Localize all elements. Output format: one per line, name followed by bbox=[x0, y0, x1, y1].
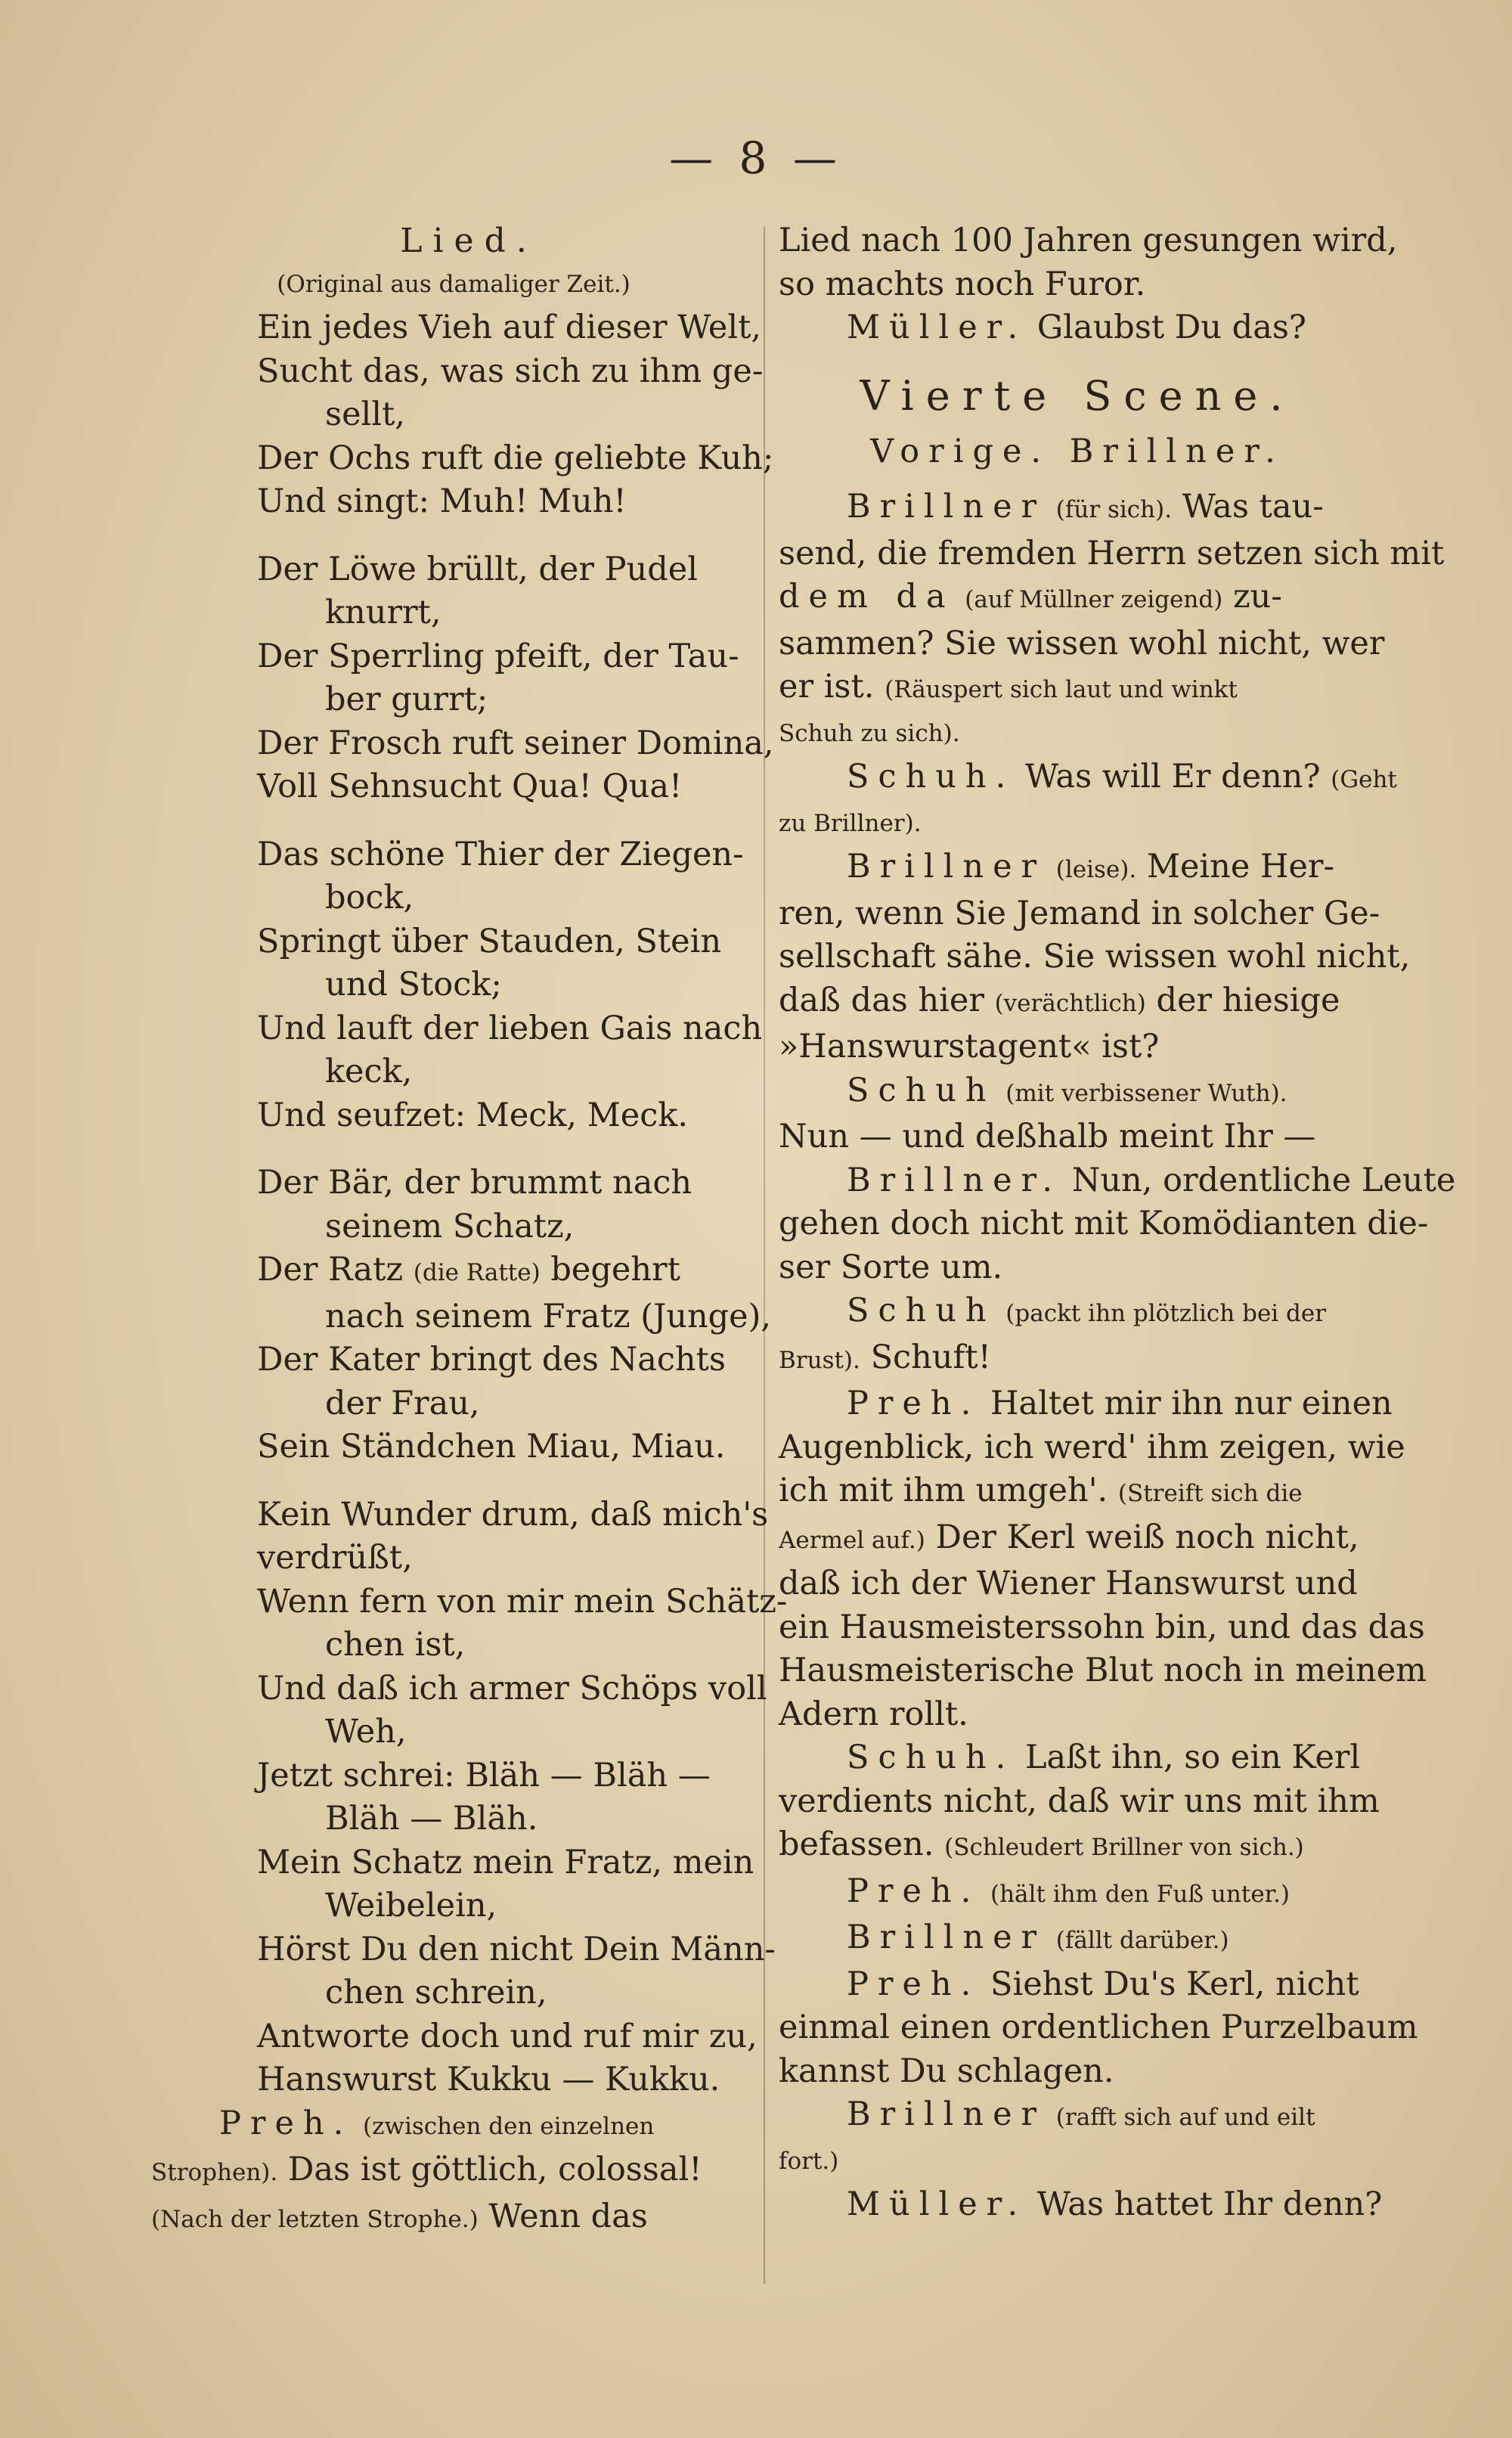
verse-line: Mein Schatz mein Fratz, mein bbox=[257, 1843, 754, 1881]
text-line: ren, wenn Sie Jemand in solcher Ge- bbox=[779, 894, 1380, 932]
stage-line bbox=[779, 1736, 1376, 1780]
speech: ich mit ihm umgeh'. bbox=[779, 1472, 1108, 1509]
verse-line: Der Ochs ruft die geliebte Kuh; bbox=[257, 439, 774, 477]
speech: er ist. bbox=[779, 668, 875, 706]
verse-line: chen schrein, bbox=[325, 1974, 547, 2012]
verse-line: Jetzt schrei: Bläh — Bläh — bbox=[257, 1756, 711, 1794]
verse-line: Ein jedes Vieh auf dieser Welt, bbox=[257, 309, 762, 346]
stage-line bbox=[779, 1516, 1376, 1563]
left-column bbox=[151, 219, 788, 2241]
verse-line: Sucht das, was sich zu ihm ge- bbox=[257, 352, 764, 390]
verse-text: begehrt bbox=[550, 1251, 680, 1289]
stage-direction: (hält ihm den Fuß unter.) bbox=[990, 1880, 1290, 1908]
stage-direction: (Räuspert sich laut und winkt bbox=[885, 676, 1238, 703]
speaker: Brillner bbox=[847, 1918, 1046, 1956]
stage-direction: Schuh zu sich). bbox=[779, 719, 960, 747]
song-subtitle: (Original aus damaliger Zeit.) bbox=[277, 270, 631, 298]
speech: Wenn das bbox=[488, 2197, 648, 2235]
speaker: Preh. bbox=[847, 1385, 981, 1422]
stanza-1 bbox=[151, 306, 774, 524]
verse-line: Der Bär, der brummt nach bbox=[257, 1164, 692, 1202]
speech: befassen. bbox=[779, 1825, 934, 1863]
stage-line bbox=[779, 575, 1376, 622]
speech: Was hattet Ihr denn? bbox=[1036, 2185, 1383, 2223]
stage-line bbox=[779, 665, 1376, 712]
speaker: Brillner bbox=[847, 848, 1046, 886]
scene-title: Vierte Scene. bbox=[860, 371, 1295, 420]
verse-line: Der Kater bringt des Nachts bbox=[257, 1341, 726, 1379]
text-line: daß ich der Wiener Hanswurst und bbox=[779, 1565, 1358, 1602]
stage-line bbox=[151, 2148, 756, 2195]
speaker: Schuh. bbox=[847, 1739, 1015, 1776]
verse-line: Antworte doch und ruf mir zu, bbox=[257, 2017, 758, 2055]
stage-line bbox=[779, 1823, 1376, 1870]
verse-line: Der Löwe brüllt, der Pudel bbox=[257, 550, 698, 588]
stage-direction: (leise). bbox=[1055, 856, 1137, 883]
speaker: Schuh. bbox=[847, 758, 1015, 796]
text-line: Augenblick, ich werd' ihm zeigen, wie bbox=[779, 1428, 1405, 1466]
speech: der hiesige bbox=[1156, 981, 1340, 1019]
verse-line: seinem Schatz, bbox=[325, 1207, 575, 1245]
gloss: (die Ratte) bbox=[413, 1259, 541, 1286]
text-line: kannst Du schlagen. bbox=[779, 2052, 1114, 2090]
speech: Der Kerl weiß noch nicht, bbox=[935, 1518, 1359, 1556]
speech: Glaubst Du das? bbox=[1036, 309, 1306, 346]
verse-line: knurrt, bbox=[325, 594, 442, 631]
column-divider bbox=[764, 227, 765, 2284]
speaker: Preh. bbox=[847, 1872, 981, 1910]
text-line: sellschaft sähe. Sie wissen wohl nicht, bbox=[779, 938, 1411, 976]
verse-line: Weibelein, bbox=[325, 1887, 497, 1925]
verse-line: keck, bbox=[325, 1053, 413, 1090]
verse-line: Springt über Stauden, Stein bbox=[257, 922, 722, 960]
stage-line bbox=[779, 979, 1376, 1026]
verse-line: Und seufzet: Meck, Meck. bbox=[257, 1096, 689, 1134]
stanza-4 bbox=[151, 1162, 772, 1469]
stage-line bbox=[151, 2102, 756, 2149]
speech: Meine Her- bbox=[1146, 848, 1335, 886]
stage-line bbox=[779, 1963, 1376, 2007]
text-line: einmal einen ordentlichen Purzelbaum bbox=[779, 2008, 1418, 2046]
stage-line bbox=[779, 845, 1376, 892]
verse-line: Voll Sehnsucht Qua! Qua! bbox=[257, 768, 683, 805]
stage-direction: (packt ihn plötzlich bei der bbox=[1005, 1300, 1327, 1327]
stage-direction: (Schleudert Brillner von sich.) bbox=[944, 1834, 1304, 1861]
stage-direction: (auf Müllner zeigend) bbox=[965, 586, 1223, 613]
stage-direction: (für sich). bbox=[1055, 496, 1173, 523]
text-line: »Hanswurstagent« ist? bbox=[779, 1028, 1160, 1065]
speech: daß das hier bbox=[779, 981, 984, 1019]
text-line: gehen doch nicht mit Komödianten die- bbox=[779, 1205, 1429, 1242]
stage-direction: (fällt darüber.) bbox=[1055, 1927, 1229, 1954]
right-column bbox=[779, 219, 1456, 2227]
verse-line: und Stock; bbox=[325, 966, 502, 1003]
verse-line: Das schöne Thier der Ziegen- bbox=[257, 835, 744, 873]
speaker: Preh. bbox=[219, 2104, 353, 2142]
stage-line bbox=[779, 2093, 1376, 2140]
stage-line bbox=[779, 306, 1376, 350]
speaker: Brillner bbox=[847, 2095, 1046, 2133]
verse-line: der Frau, bbox=[325, 1384, 480, 1422]
song-title: Lied. bbox=[400, 222, 538, 260]
speech: Das ist göttlich, colossal! bbox=[287, 2151, 702, 2188]
stage-direction: (verächtlich) bbox=[994, 989, 1146, 1017]
speaker: Schuh bbox=[847, 1292, 996, 1329]
verse-line: Wenn fern von mir mein Schätz- bbox=[257, 1582, 788, 1621]
stage-line bbox=[779, 755, 1397, 802]
stanza-5 bbox=[151, 1494, 788, 2102]
speech: Was will Er denn? bbox=[1024, 758, 1321, 796]
stage-line bbox=[779, 1870, 1376, 1917]
speech: Siehst Du's Kerl, nicht bbox=[990, 1965, 1359, 2003]
speaker: Müller. bbox=[847, 309, 1027, 346]
verse-line: Hanswurst Kukku — Kukku. bbox=[257, 2061, 720, 2098]
verse-line: Hörst Du den nicht Dein Männ- bbox=[257, 1930, 776, 1968]
text-line: Hausmeisterische Blut noch in meinem bbox=[779, 1652, 1427, 1689]
stage-line bbox=[779, 1469, 1376, 1516]
verse-line: Der Sperrling pfeift, der Tau- bbox=[257, 637, 739, 675]
verse-line: Weh, bbox=[325, 1713, 407, 1751]
verse-line: Und lauft der lieben Gais nach bbox=[257, 1009, 763, 1047]
text-line: Nun — und deßhalb meint Ihr — bbox=[779, 1118, 1316, 1155]
verse-line bbox=[151, 1248, 756, 1295]
verse-line: nach seinem Fratz (Junge), bbox=[325, 1297, 772, 1335]
verse-line: Und singt: Muh! Muh! bbox=[257, 482, 627, 520]
verse-text: Der Ratz bbox=[257, 1251, 404, 1289]
stage-direction: (Streift sich die bbox=[1117, 1480, 1303, 1507]
stage-line bbox=[779, 485, 1376, 532]
text-line: so machts noch Furor. bbox=[779, 265, 1146, 303]
verse-line: Der Frosch ruft seiner Domina, bbox=[257, 724, 774, 762]
verse-line: Und daß ich armer Schöps voll bbox=[257, 1669, 767, 1708]
verse-line: Sein Ständchen Miau, Miau. bbox=[257, 1428, 726, 1466]
speech: Haltet mir ihn nur einen bbox=[990, 1385, 1393, 1422]
stage-line bbox=[151, 2195, 756, 2242]
verse-line: sellt, bbox=[325, 395, 405, 433]
stage-direction: (zwischen den einzelnen bbox=[362, 2112, 655, 2140]
verse-line: ber gurrt; bbox=[325, 681, 488, 718]
text-line: verdients nicht, daß wir uns mit ihm bbox=[779, 1782, 1380, 1820]
text-line: ein Hausmeisterssohn bin, und das das bbox=[779, 1608, 1425, 1646]
speaker: Müller. bbox=[847, 2185, 1027, 2223]
speech: Laßt ihn, so ein Kerl bbox=[1024, 1739, 1361, 1776]
stage-direction: Strophen). bbox=[151, 2159, 278, 2186]
stage-direction: (Nach der letzten Strophe.) bbox=[151, 2205, 479, 2233]
text-line: sammen? Sie wissen wohl nicht, wer bbox=[779, 624, 1385, 662]
verse-line: Bläh — Bläh. bbox=[325, 1800, 538, 1838]
text-line: Adern rollt. bbox=[779, 1695, 968, 1733]
verse-line: verdrüßt, bbox=[257, 1539, 413, 1577]
stage-line bbox=[779, 1916, 1376, 1963]
stage-line bbox=[779, 1159, 1456, 1203]
speech: dem da bbox=[779, 578, 955, 616]
speaker: Preh. bbox=[847, 1965, 981, 2003]
speech: Was tau- bbox=[1182, 488, 1324, 526]
scene-cast: Vorige. Brillner. bbox=[870, 432, 1284, 470]
stanza-2 bbox=[151, 548, 774, 809]
text-line: ser Sorte um. bbox=[779, 1248, 1003, 1286]
verse-line: bock, bbox=[325, 879, 414, 917]
stage-line bbox=[779, 1069, 1376, 1116]
stage-direction: Aermel auf.) bbox=[779, 1526, 925, 1554]
speaker: Brillner. bbox=[847, 1161, 1062, 1199]
stage-direction: Brust). bbox=[779, 1346, 860, 1374]
speaker: Brillner bbox=[847, 488, 1046, 526]
verse-line: Kein Wunder drum, daß mich's bbox=[257, 1495, 769, 1534]
stanza-3 bbox=[151, 833, 763, 1138]
stage-line bbox=[779, 1382, 1393, 1426]
page-number: — 8 — bbox=[669, 132, 843, 184]
stage-line bbox=[779, 2183, 1383, 2227]
verse-line: chen ist, bbox=[325, 1626, 466, 1664]
text-line: send, die fremden Herrn setzen sich mit bbox=[779, 534, 1445, 572]
speech: Nun, ordentliche Leute bbox=[1071, 1161, 1456, 1199]
speech: zu- bbox=[1233, 578, 1282, 616]
stage-direction: (rafft sich auf und eilt bbox=[1055, 2104, 1315, 2131]
stage-direction: fort.) bbox=[779, 2147, 839, 2175]
speech: Schuft! bbox=[870, 1338, 991, 1376]
stage-direction: (mit verbissener Wuth). bbox=[1005, 1079, 1287, 1107]
stage-line bbox=[779, 1336, 1376, 1383]
stage-direction: (Geht bbox=[1331, 766, 1397, 793]
speaker: Schuh bbox=[847, 1071, 996, 1109]
stage-direction: zu Brillner). bbox=[779, 809, 922, 837]
stage-line bbox=[779, 1289, 1376, 1336]
text-line: Lied nach 100 Jahren gesungen wird, bbox=[779, 222, 1398, 259]
